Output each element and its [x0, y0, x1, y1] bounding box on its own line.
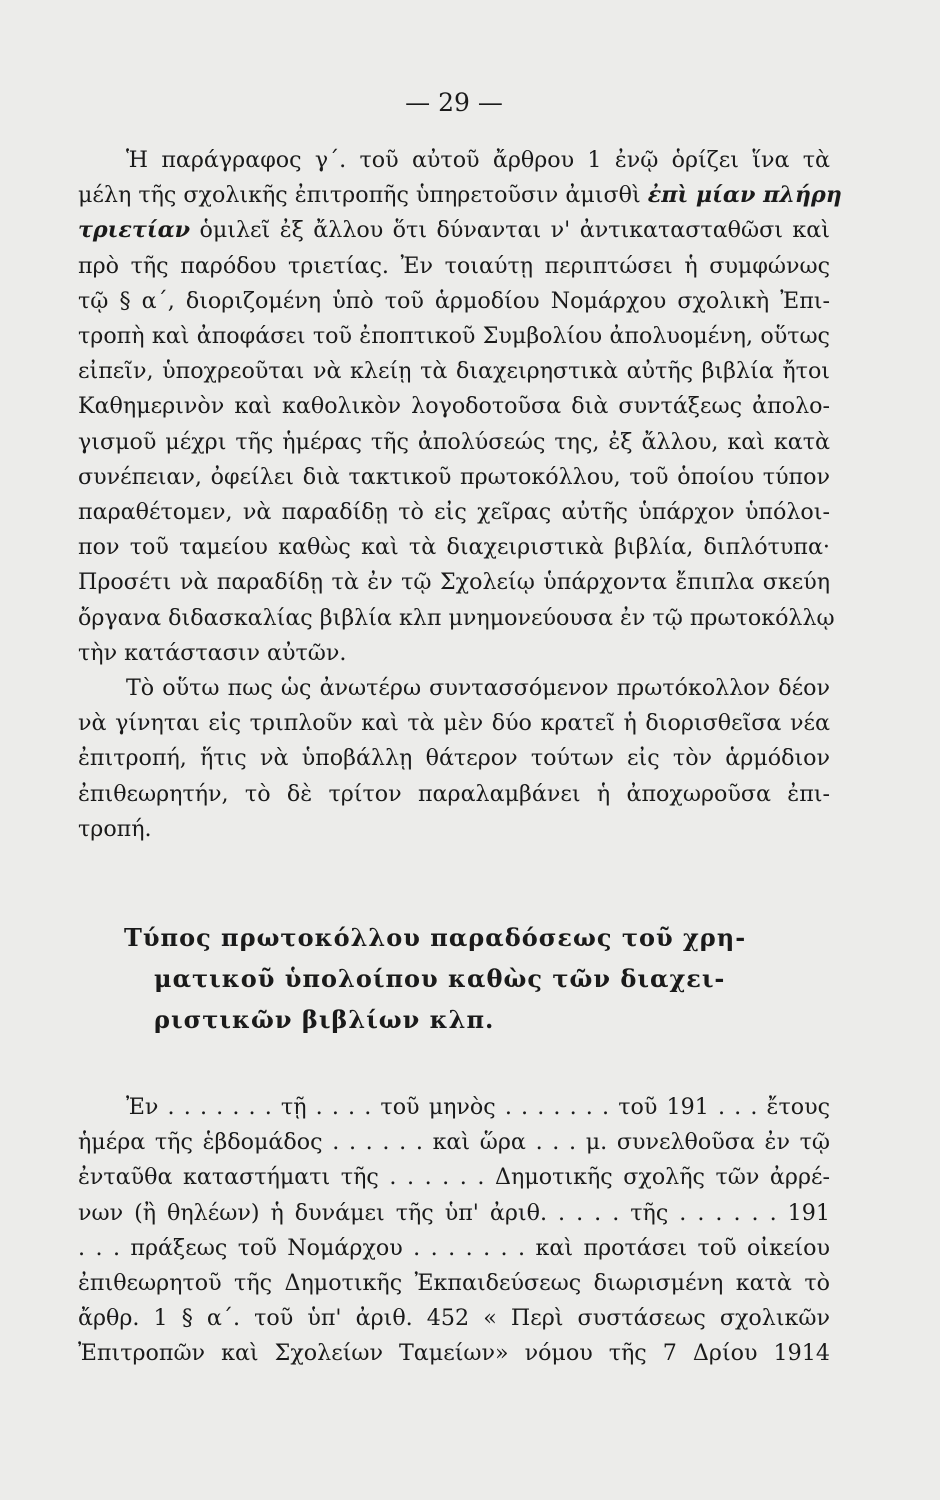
section-title: [78, 917, 830, 1040]
text-line: πον τοῦ ταμείου καθὼς καὶ τὰ διαχειριστικὰ βιβλία, διπλότυπα·: [78, 534, 830, 561]
text-line: παραθέτομεν, νὰ παραδίδῃ τὸ εἰς χεῖρας αὐτῆς ὑπάρχον ὑπόλοι-: [78, 499, 830, 526]
form-line: ἐπιθεωρητοῦ τῆς Δημοτικῆς Ἐκπαιδεύσεως διωρισμένη κατὰ τὸ: [78, 1270, 830, 1297]
text-line: τῷ § α΄, διοριζομένη ὑπὸ τοῦ ἁρμοδίου Νομάρχου σχολικὴ Ἐπι-: [78, 287, 830, 314]
text-line: Τὸ οὕτω πως ὡς ἀνωτέρω συντασσόμενον πρωτόκολλον δέον: [126, 675, 830, 702]
form-line: . . . πράξεως τοῦ Νομάρχου . . . . . . . καὶ προτάσει τοῦ οἰκείου: [78, 1234, 830, 1261]
text-line: Ἡ παράγραφος γ΄. τοῦ αὐτοῦ ἄρθρου 1 ἐνῷ ὁρίζει ἵνα τὰ: [126, 147, 830, 173]
title-line: Τύπος πρωτοκόλλου παραδόσεως τοῦ χρη-: [124, 923, 747, 953]
title-line: ματικοῦ ὑπολοίπου καθὼς τῶν διαχει-: [154, 964, 726, 994]
emphasis-text: ἐπὶ μίαν πλήρη: [647, 182, 842, 209]
text-span: ὁμιλεῖ ἐξ ἄλλου ὅτι δύνανται ν' ἀντικατασταθῶσι καὶ: [190, 217, 830, 244]
text-line: εἰπεῖν, ὑποχρεοῦται νὰ κλείῃ τὰ διαχειρηστικὰ αὐτῆς βιβλία ἤτοι: [78, 358, 830, 385]
text-line: ὄργανα διδασκαλίας βιβλία κλπ μνημονεύουσα ἐν τῷ πρωτοκόλλῳ: [78, 604, 835, 631]
form-line: Ἐν . . . . . . . τῇ . . . . τοῦ μηνὸς . . . . . . . τοῦ 191 . . . ἔτους: [126, 1094, 830, 1121]
text-line: ἐπιθεωρητήν, τὸ δὲ τρίτον παραλαμβάνει ἡ ἀποχωροῦσα ἐπι-: [78, 780, 830, 807]
form-line: ἐνταῦθα καταστήματι τῆς . . . . . . Δημοτικῆς σχολῆς τῶν ἀρρέ-: [78, 1164, 830, 1191]
text-line-with-emphasis: [78, 178, 842, 213]
text-line: τὴν κατάστασιν αὐτῶν.: [78, 639, 347, 666]
emphasis-text: τριετίαν: [78, 217, 191, 244]
text-line: νὰ γίνηται εἰς τριπλοῦν καὶ τὰ μὲν δύο κρατεῖ ἡ διορισθεῖσα νέα: [78, 710, 830, 737]
text-line: γισμοῦ μέχρι τῆς ἡμέρας τῆς ἀπολύσεώς της, ἐξ ἄλλου, καὶ κατὰ: [78, 428, 830, 455]
text-line-with-emphasis: [78, 213, 830, 248]
form-line: Ἐπιτροπῶν καὶ Σχολείων Ταμείων» νόμου τῆς 7 Δρίου 1914: [78, 1340, 830, 1367]
text-line: τροπή.: [78, 815, 152, 842]
paragraph-2: [78, 671, 830, 847]
text-line: τροπὴ καὶ ἀποφάσει τοῦ ἐποπτικοῦ Συμβολίου ἀπολυομένη, οὕτως: [78, 323, 830, 350]
form-line: ἡμέρα τῆς ἑβδομάδος . . . . . . καὶ ὥρα . . . μ. συνελθοῦσα ἐν τῷ: [78, 1129, 830, 1156]
paragraph-1: [78, 143, 842, 671]
text-line: πρὸ τῆς παρόδου τριετίας. Ἐν τοιαύτῃ περιπτώσει ἡ συμφώνως: [78, 252, 830, 279]
text-line: συνέπειαν, ὀφείλει διὰ τακτικοῦ πρωτοκόλλου, τοῦ ὁποίου τύπον: [78, 463, 830, 490]
form-line: ἄρθρ. 1 § α΄. τοῦ ὑπ' ἀριθ. 452 « Περὶ συστάσεως σχολικῶν: [78, 1305, 830, 1332]
form-line: νων (ἢ θηλέων) ἡ δυνάμει τῆς ὑπ' ἀριθ. . . . . τῆς . . . . . . 191: [78, 1199, 830, 1226]
protocol-form-text: [78, 1090, 830, 1372]
text-line: ἐπιτροπή, ἥτις νὰ ὑποβάλλῃ θάτερον τούτων εἰς τὸν ἁρμόδιον: [78, 745, 830, 772]
page-number: — 29 —: [405, 88, 503, 117]
text-span: μέλη τῆς σχολικῆς ἐπιτροπῆς ὑπηρετοῦσιν ἀμισθὶ: [78, 182, 641, 209]
text-line: Προσέτι νὰ παραδίδῃ τὰ ἐν τῷ Σχολείῳ ὑπάρχοντα ἔπιπλα σκεύη: [78, 569, 830, 596]
text-line: Καθημερινὸν καὶ καθολικὸν λογοδοτοῦσα διὰ συντάξεως ἀπολο-: [78, 393, 830, 420]
title-line: ριστικῶν βιβλίων κλπ.: [154, 1005, 495, 1035]
